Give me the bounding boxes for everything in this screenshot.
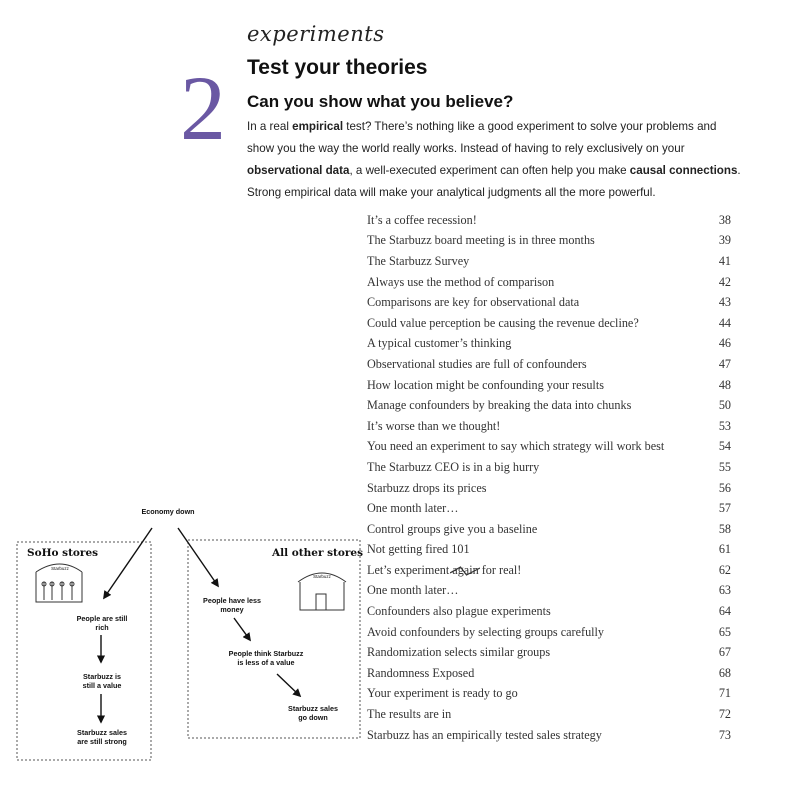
intro-text-2: test? There’s nothing like a good experiment to solve your problems and show you the way the world really works. Instead of having to rely exclusively on your	[247, 120, 717, 155]
toc-entry[interactable]	[367, 498, 731, 519]
toc-entry-title: Randomization selects similar groups	[367, 645, 551, 660]
toc-entry-title: Avoid confounders by selecting groups carefully	[367, 624, 605, 639]
arrow-economy-to-rich	[104, 528, 152, 598]
toc-entry-title: Manage confounders by breaking the data into chunks	[367, 398, 632, 413]
chapter-label: experiments	[247, 22, 385, 46]
intro-text-4: . Strong empirical data will make your analytical judgments all the more powerful.	[247, 164, 741, 199]
toc-entry-page: 46	[718, 336, 731, 351]
toc-entry-page: 55	[718, 459, 731, 474]
chapter-number: 2	[180, 57, 226, 159]
toc-entry[interactable]	[367, 416, 731, 437]
economy-down-label: Economy down	[141, 507, 195, 516]
arrow-economy-to-less-money	[178, 528, 218, 586]
toc-entry[interactable]	[367, 560, 731, 581]
other-sign: Starbuzz	[313, 574, 331, 579]
intro-bold-empirical: empirical	[292, 120, 344, 133]
soho-step-1: People are still rich	[76, 614, 128, 632]
intro-text-1: In a real	[247, 120, 293, 133]
toc-entry-page: 53	[718, 418, 731, 433]
toc-entry-title: It’s a coffee recession!	[367, 212, 477, 227]
toc-entry-page: 39	[718, 233, 731, 248]
toc-entry-title: Your experiment is ready to go	[367, 686, 518, 701]
other-step-1: People have less money	[203, 596, 261, 614]
toc-entry-page: 47	[718, 356, 731, 371]
toc-entry-title: Starbuzz has an empirically tested sales strategy	[367, 727, 602, 742]
table-of-contents	[367, 210, 731, 745]
soho-step-3: Starbuzz sales are still strong	[77, 728, 127, 746]
toc-entry-title-start: Let’s experiment	[367, 562, 453, 577]
toc-entry-title: You need an experiment to say which strategy will work best	[367, 439, 665, 454]
toc-entry[interactable]	[367, 601, 731, 622]
toc-entry-page: 38	[718, 212, 731, 227]
toc-entry[interactable]	[367, 334, 731, 355]
toc-entry-page: 56	[718, 480, 731, 495]
toc-entry-page: 41	[718, 253, 731, 268]
toc-entry-title: Randomness Exposed	[367, 665, 475, 680]
toc-entry-title-end: for real!	[478, 562, 522, 577]
toc-entry[interactable]	[367, 231, 731, 252]
other-step-3: Starbuzz sales go down	[288, 704, 338, 722]
toc-entry-page: 50	[718, 398, 731, 413]
toc-entry[interactable]	[367, 622, 731, 643]
toc-entry-title: Could value perception be causing the revenue decline?	[367, 315, 639, 330]
toc-entry-title: Always use the method of comparison	[367, 274, 555, 289]
toc-entry-title: Starbuzz drops its prices	[367, 480, 487, 495]
toc-entry[interactable]	[367, 437, 731, 458]
toc-entry-page: 54	[718, 439, 731, 454]
other-step-2: People think Starbuzz is less of a value	[228, 649, 304, 667]
toc-entry-page: 43	[718, 295, 731, 310]
soho-sign: Starbuzz	[51, 566, 69, 571]
toc-entry-page: 61	[718, 542, 731, 557]
strike-scribble	[450, 563, 480, 579]
toc-entry-title: One month later…	[367, 583, 459, 598]
toc-entry-title: It’s worse than we thought!	[367, 418, 501, 433]
toc-entry-page: 72	[718, 707, 731, 722]
toc-entry-page: 67	[718, 645, 731, 660]
toc-entry-title	[367, 563, 521, 578]
toc-entry-page: 65	[718, 624, 731, 639]
toc-entry-page: 71	[718, 686, 731, 701]
diagram-lines	[0, 500, 370, 770]
soho-title: SoHo stores	[27, 547, 99, 559]
toc-entry[interactable]	[367, 395, 731, 416]
toc-entry[interactable]	[367, 210, 731, 231]
toc-entry-title: Confounders also plague experiments	[367, 604, 551, 619]
toc-entry-page: 44	[718, 315, 731, 330]
toc-entry-title: Control groups give you a baseline	[367, 521, 538, 536]
confounder-diagram	[0, 500, 370, 770]
toc-entry-title: A typical customer’s thinking	[367, 336, 512, 351]
toc-entry[interactable]	[367, 375, 731, 396]
arrow-less-value-to-down	[277, 674, 300, 696]
toc-entry-page: 42	[718, 274, 731, 289]
intro-paragraph	[247, 116, 742, 204]
toc-entry-title: The Starbuzz Survey	[367, 253, 470, 268]
toc-entry[interactable]	[367, 684, 731, 705]
arrow-less-money-to-less-value	[234, 618, 250, 640]
toc-entry[interactable]	[367, 642, 731, 663]
toc-entry[interactable]	[367, 581, 731, 602]
intro-text-3: , a well-executed experiment can often help you make	[349, 164, 630, 177]
toc-entry[interactable]	[367, 457, 731, 478]
toc-entry-page: 73	[718, 727, 731, 742]
toc-entry-page: 63	[718, 583, 731, 598]
toc-entry-title: The results are in	[367, 707, 452, 722]
toc-entry-title: Comparisons are key for observational data	[367, 295, 580, 310]
toc-entry[interactable]	[367, 663, 731, 684]
toc-entry[interactable]	[367, 725, 731, 746]
soho-step-2: Starbuzz is still a value	[82, 672, 122, 690]
chapter-title: Test your theories	[247, 56, 428, 79]
toc-entry[interactable]	[367, 540, 731, 561]
toc-entry[interactable]	[367, 354, 731, 375]
struck-word: again	[452, 562, 479, 577]
toc-entry-title: The Starbuzz CEO is in a big hurry	[367, 459, 540, 474]
toc-entry[interactable]	[367, 704, 731, 725]
toc-entry-title: One month later…	[367, 501, 459, 516]
toc-entry-page: 62	[718, 562, 731, 577]
toc-entry-title: The Starbuzz board meeting is in three months	[367, 233, 595, 248]
toc-entry-page: 48	[718, 377, 731, 392]
toc-entry[interactable]	[367, 478, 731, 499]
toc-entry[interactable]	[367, 251, 731, 272]
toc-entry-page: 64	[718, 604, 731, 619]
toc-entry-title: How location might be confounding your results	[367, 377, 604, 392]
other-stores-title: All other stores	[272, 547, 364, 559]
intro-bold-causal: causal connections	[629, 164, 738, 177]
toc-entry[interactable]	[367, 292, 731, 313]
toc-entry-page: 58	[718, 521, 731, 536]
toc-entry-title: Observational studies are full of confounders	[367, 356, 587, 371]
toc-entry[interactable]	[367, 313, 731, 334]
toc-entry[interactable]	[367, 272, 731, 293]
intro-heading: Can you show what you believe?	[247, 92, 514, 111]
toc-entry-page: 68	[718, 665, 731, 680]
toc-entry-page: 57	[718, 501, 731, 516]
toc-entry[interactable]	[367, 519, 731, 540]
intro-bold-observational: observational data	[247, 164, 350, 177]
toc-entry-title: Not getting fired 101	[367, 542, 470, 557]
